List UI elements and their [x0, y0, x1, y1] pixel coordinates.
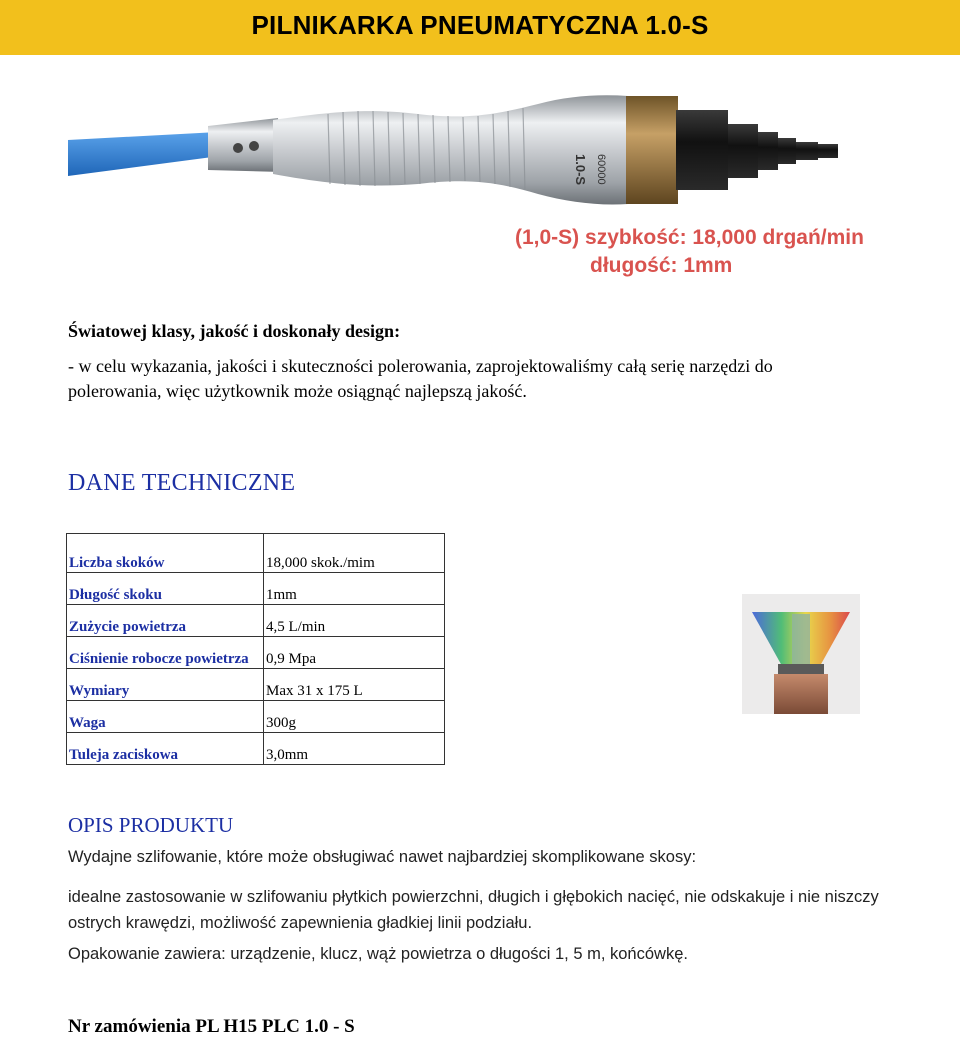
spec-label: Tuleja zaciskowa [67, 733, 264, 765]
speed-caption [515, 224, 895, 280]
spec-value: 3,0mm [264, 733, 445, 765]
spec-label: Długość skoku [67, 573, 264, 605]
blade-holder [208, 118, 283, 172]
table-row [67, 669, 445, 701]
tech-data-heading: DANE TECHNICZNE [68, 470, 296, 496]
spec-label: Ciśnienie robocze powietrza [67, 637, 264, 669]
table-row [67, 605, 445, 637]
spec-table [66, 533, 445, 765]
table-row [67, 733, 445, 765]
spec-label: Zużycie powietrza [67, 605, 264, 637]
description-heading: OPIS PRODUKTU [68, 813, 234, 837]
spec-value: Max 31 x 175 L [264, 669, 445, 701]
speed-caption-line2: długość: 1mm [590, 254, 733, 277]
body-label: 1.0-S [573, 154, 588, 186]
order-number: Nr zamówienia PL H15 PLC 1.0 - S [68, 1016, 355, 1037]
description-line-1: Wydajne szlifowanie, które może obsługiwać nawet najbardziej skomplikowane skosy: [68, 848, 697, 866]
stroke-angle-illustration [742, 594, 860, 714]
page-title: PILNIKARKA PNEUMATYCZNA 1.0-S [251, 10, 709, 40]
spec-label: Waga [67, 701, 264, 733]
spec-value: 1mm [264, 573, 445, 605]
spec-value: 0,9 Mpa [264, 637, 445, 669]
file-blade [68, 132, 220, 176]
thumbnail-image [742, 594, 860, 714]
speed-caption-line1: (1,0-S) szybkość: 18,000 drgań/min [515, 226, 864, 249]
intro-text: - w celu wykazania, jakości i skuteczności polerowania, zaprojektowaliśmy całą serię narzędzi do polerowania, więc użytkownik może osiągnąć najlepszą jakość. [68, 356, 773, 401]
spec-value: 4,5 L/min [264, 605, 445, 637]
tool-body [273, 95, 628, 204]
table-row [67, 637, 445, 669]
table-row [67, 701, 445, 733]
spec-value: 18,000 skok./mim [264, 534, 445, 573]
intro-heading: Światowej klasy, jakość i doskonały design: [68, 321, 401, 341]
hose-nozzle [818, 144, 838, 158]
description-line-3: Opakowanie zawiera: urządzenie, klucz, wąż powietrza o długości 1, 5 m, końcówkę. [68, 945, 688, 963]
spec-value: 300g [264, 701, 445, 733]
spec-label: Liczba skoków [67, 534, 264, 573]
table-row [67, 534, 445, 573]
spec-label: Wymiary [67, 669, 264, 701]
table-row [67, 573, 445, 605]
air-fitting [676, 110, 728, 190]
tool-collar [626, 96, 678, 204]
description-line-2: idealne zastosowanie w szlifowaniu płytkich powierzchni, długich i głębokich nacięć, nie odskakuje i nie niszczy ostrych krawędzi, możliwość zapewnienia gładkiej linii podziału. [68, 888, 879, 932]
serial-label: 60000 [595, 154, 607, 185]
